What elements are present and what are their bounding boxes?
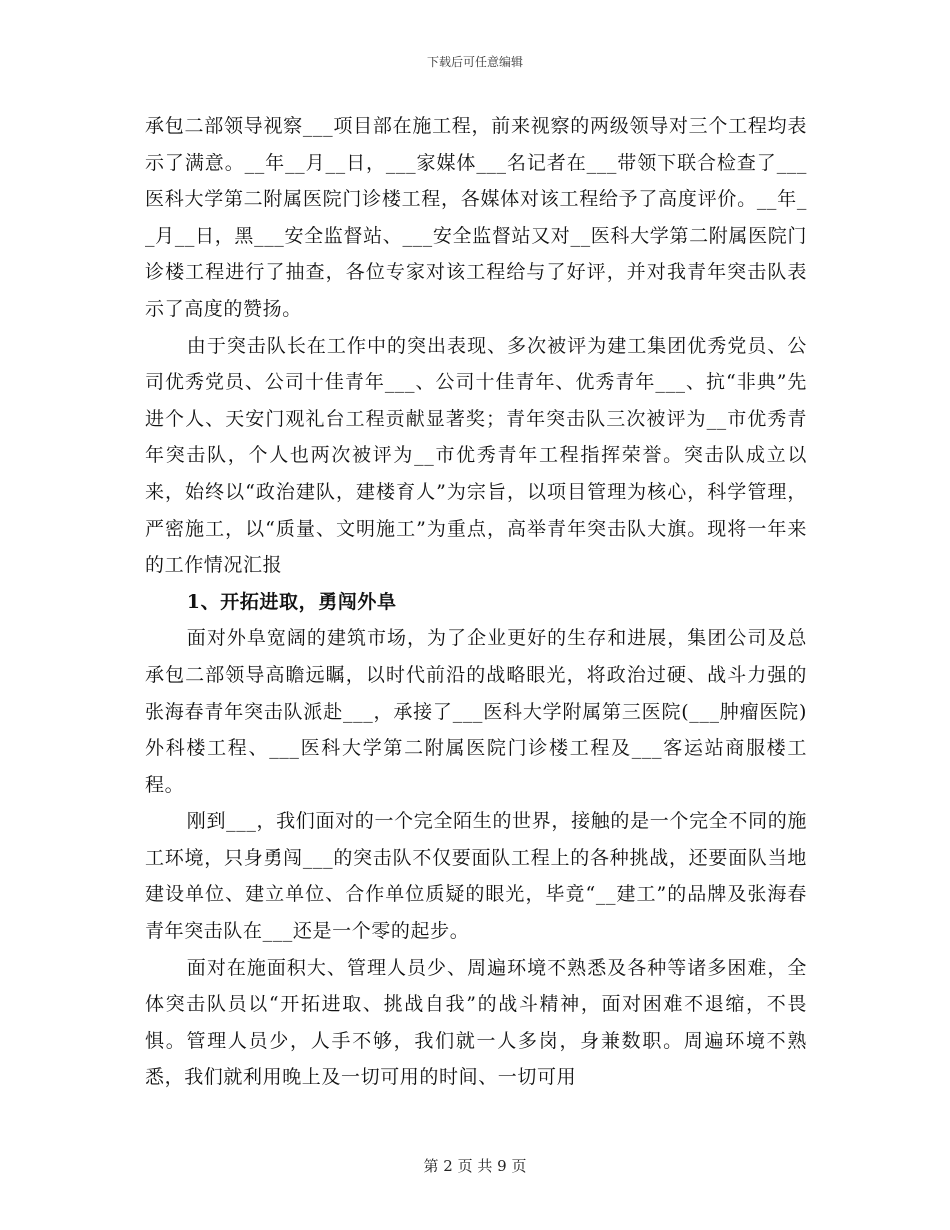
paragraph-market: 面对外阜宽阔的建筑市场，为了企业更好的生存和进展，集团公司及总承包二部领导高瞻远瞩，以时代前沿的战略眼光，将政治过硬、战斗力强的张海春青年突击队派赴___，承接了___医科大学附属第三医院(___肿瘤医院)外科楼工程、___医科大学第二附属医院门诊楼工程及___客运站商服楼工程。: [145, 627, 807, 796]
page-header: 下载后可任意编辑: [426, 55, 523, 69]
paragraph-continuation: 承包二部领导视察___项目部在施工程，前来视察的两级领导对三个工程均表示了满意。__年__月__日，___家媒体___名记者在___带领下联合检查了___医科大学第二附属医院门诊楼工程，各媒体对该工程给予了高度评价。__年__月__日，黑___安全监督站、___安全监督站又对__医科大学第二附属医院门诊楼工程进行了抽查，各位专家对该工程给与了好评，并对我青年突击队表示了高度的赞扬。: [145, 115, 807, 320]
page-footer: 第 2 页 共 9 页: [423, 1157, 527, 1175]
section-heading: 1、开拓进取，勇闯外阜: [186, 590, 397, 613]
document-body: [145, 108, 807, 1096]
paragraph-arrival: 刚到___，我们面对的一个完全陌生的世界，接触的是一个完全不同的施工环境，只身勇闯___的突击队不仅要面队工程上的各种挑战，还要面队当地建设单位、建立单位、合作单位质疑的眼光，毕竟“__建工”的品牌及张海春青年突击队在___还是一个零的起步。: [145, 810, 807, 943]
paragraph-difficulties: 面对在施面积大、管理人员少、周遍环境不熟悉及各种等诸多困难，全体突击队员以“开拓进取、挑战自我”的战斗精神，面对困难不退缩，不畏惧。管理人员少，人手不够，我们就一人多岗，身兼数职。周遍环境不熟悉，我们就利用晚上及一切可用的时间、一切可用: [145, 956, 807, 1089]
paragraph-commando-honors: 由于突击队长在工作中的突出表现、多次被评为建工集团优秀党员、公司优秀党员、公司十佳青年___、公司十佳青年、优秀青年___、抗“非典”先进个人、天安门观礼台工程贡献显著奖；青年突击队三次被评为__市优秀青年突击队，个人也两次被评为__市优秀青年工程指挥荣誉。突击队成立以来，始终以“政治建队，建楼育人”为宗旨，以项目管理为核心，科学管理，严密施工，以“质量、文明施工”为重点，高举青年突击队大旗。现将一年来的工作情况汇报: [145, 334, 807, 577]
